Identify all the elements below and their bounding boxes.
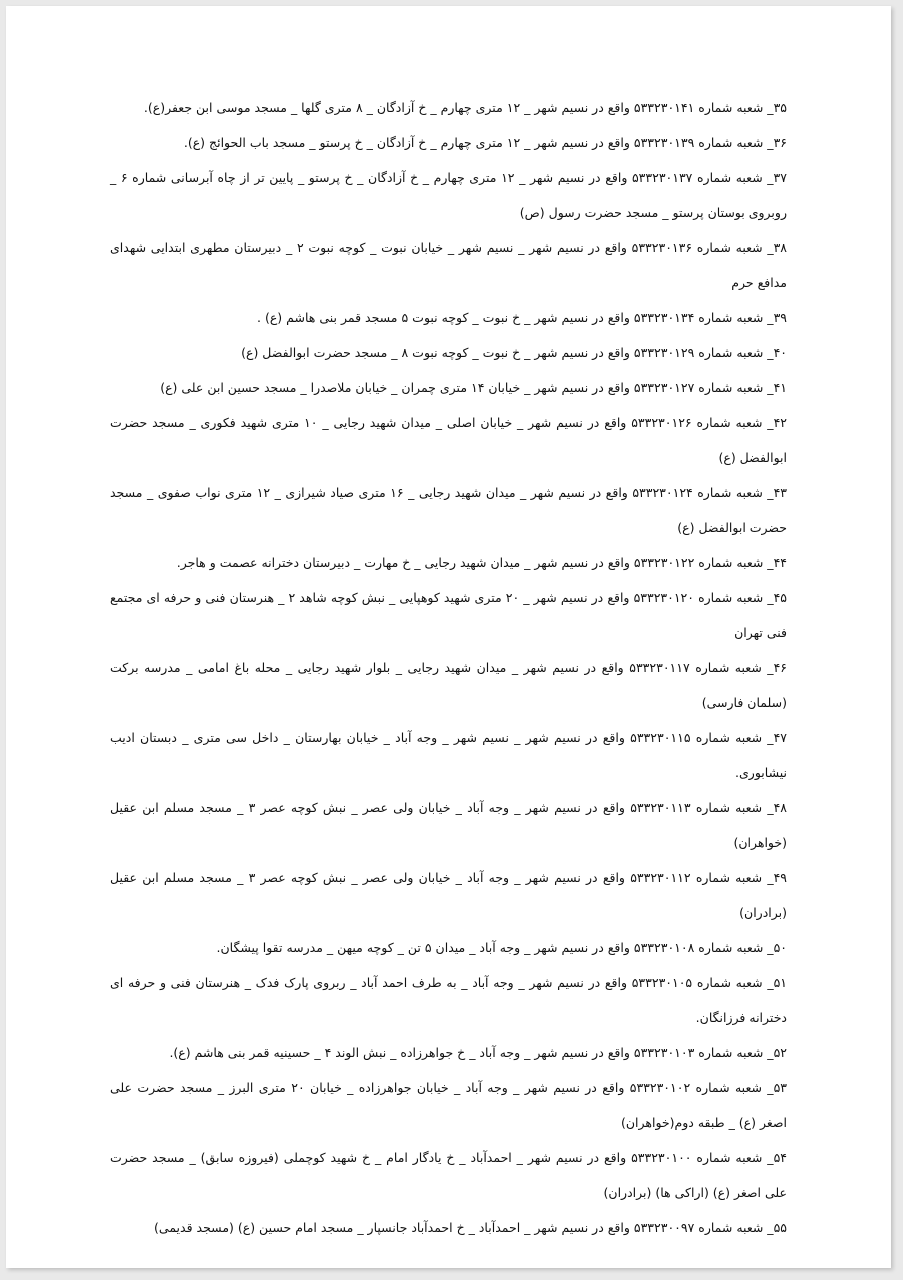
document-page (6, 6, 891, 1268)
list-item: ۴۳_ شعبه شماره ۵۳۳۲۳۰۱۲۴ واقع در نسیم شهر _ میدان شهید رجایی _ ۱۶ متری صیاد شیرازی _ ۱۲ متری نواب صفوی _ مسجد حضرت ابوالفضل (ع) (110, 485, 787, 535)
list-item: ۴۴_ شعبه شماره ۵۳۳۲۳۰۱۲۲ واقع در نسیم شهر _ میدان شهید رجایی _ خ مهارت _ دبیرستان دخترانه عصمت و هاجر. (176, 555, 787, 570)
list-item: ۴۰_ شعبه شماره ۵۳۳۲۳۰۱۲۹ واقع در نسیم شهر _ خ نبوت _ کوچه نبوت ۸ _ مسجد حضرت ابوالفضل (ع) (241, 345, 787, 360)
list-item: ۵۴_ شعبه شماره ۵۳۳۲۳۰۱۰۰ واقع در نسیم شهر _ احمدآباد _ خ یادگار امام _ خ شهید کوچملی (فیروزه سابق) _ مسجد حضرت علی اصغر (ع) (اراکی ها) (برادران) (110, 1150, 787, 1200)
list-item: ۵۰_ شعبه شماره ۵۳۳۲۳۰۱۰۸ واقع در نسیم شهر _ وجه آباد _ میدان ۵ تن _ کوچه میهن _ مدرسه تقوا پیشگان. (216, 940, 787, 955)
list-item: ۳۷_ شعبه شماره ۵۳۳۲۳۰۱۳۷ واقع در نسیم شهر _ ۱۲ متری چهارم _ خ آزادگان _ خ پرستو _ پایین تر از چاه آبرسانی شماره ۶ _ روبروی بوستان پرستو _ مسجد حضرت رسول (ص) (110, 170, 787, 220)
list-item: ۳۹_ شعبه شماره ۵۳۳۲۳۰۱۳۴ واقع در نسیم شهر _ خ نبوت _ کوچه نبوت ۵ مسجد قمر بنی هاشم (ع) . (257, 310, 787, 325)
list-item: ۴۶_ شعبه شماره ۵۳۳۲۳۰۱۱۷ واقع در نسیم شهر _ میدان شهید رجایی _ بلوار شهید رجایی _ محله باغ امامی _ مدرسه برکت (سلمان فارسی) (110, 660, 787, 710)
list-item: ۴۹_ شعبه شماره ۵۳۳۲۳۰۱۱۲ واقع در نسیم شهر _ وجه آباد _ خیابان ولی عصر _ نبش کوچه عصر ۳ _ مسجد مسلم ابن عقیل (برادران) (110, 870, 788, 920)
list-item: ۵۱_ شعبه شماره ۵۳۳۲۳۰۱۰۵ واقع در نسیم شهر _ وجه آباد _ به طرف احمد آباد _ ربروی پارک فدک _ هنرستان فنی و حرفه ای دخترانه فرزانگان. (110, 975, 788, 1025)
list-item: ۳۵_ شعبه شماره ۵۳۳۲۳۰۱۴۱ واقع در نسیم شهر _ ۱۲ متری چهارم _ خ آزادگان _ ۸ متری گلها _ مسجد موسی ابن جعفر(ع). (143, 100, 787, 115)
list-item: ۴۲_ شعبه شماره ۵۳۳۲۳۰۱۲۶ واقع در نسیم شهر _ خیابان اصلی _ میدان شهید رجایی _ ۱۰ متری شهید فکوری _ مسجد حضرت ابوالفضل (ع) (110, 415, 787, 465)
list-item: ۴۸_ شعبه شماره ۵۳۳۲۳۰۱۱۳ واقع در نسیم شهر _ وجه آباد _ خیابان ولی عصر _ نبش کوچه عصر ۳ _ مسجد مسلم ابن عقیل (خواهران) (110, 800, 788, 850)
list-item: ۴۱_ شعبه شماره ۵۳۳۲۳۰۱۲۷ واقع در نسیم شهر _ خیابان ۱۴ متری چمران _ خیابان ملاصدرا _ مسجد حسین ابن علی (ع) (160, 380, 787, 395)
branch-list (110, 90, 787, 1245)
list-item: ۵۳_ شعبه شماره ۵۳۳۲۳۰۱۰۲ واقع در نسیم شهر _ وجه آباد _ خیابان جواهرزاده _ خیابان ۲۰ متری البرز _ مسجد حضرت علی اصغر (ع) _ طبقه دوم(خواهران) (110, 1080, 787, 1130)
list-item: ۵۵_ شعبه شماره ۵۳۳۲۳۰۰۹۷ واقع در نسیم شهر _ احمدآباد _ خ احمدآباد جانسپار _ مسجد امام حسین (ع) (مسجد قدیمی) (154, 1220, 787, 1235)
list-item: ۴۷_ شعبه شماره ۵۳۳۲۳۰۱۱۵ واقع در نسیم شهر _ نسیم شهر _ وجه آباد _ خیابان بهارستان _ داخل سی متری _ دبستان ادیب نیشابوری. (110, 730, 787, 780)
list-item: ۵۲_ شعبه شماره ۵۳۳۲۳۰۱۰۳ واقع در نسیم شهر _ وجه آباد _ خ جواهرزاده _ نبش الوند ۴ _ حسینیه قمر بنی هاشم (ع). (169, 1045, 787, 1060)
list-item: ۴۵_ شعبه شماره ۵۳۳۲۳۰۱۲۰ واقع در نسیم شهر _ ۲۰ متری شهید کوهپایی _ نبش کوچه شاهد ۲ _ هنرستان فنی و حرفه ای مجتمع فنی تهران (110, 590, 788, 640)
list-item: ۳۶_ شعبه شماره ۵۳۳۲۳۰۱۳۹ واقع در نسیم شهر _ ۱۲ متری چهارم _ خ آزادگان _ خ پرستو _ مسجد باب الحوائج (ع). (183, 135, 787, 150)
list-item: ۳۸_ شعبه شماره ۵۳۳۲۳۰۱۳۶ واقع در نسیم شهر _ نسیم شهر _ خیابان نبوت _ کوچه نبوت ۲ _ دبیرستان مطهری ابتدایی شهدای مدافع حرم (110, 240, 788, 290)
